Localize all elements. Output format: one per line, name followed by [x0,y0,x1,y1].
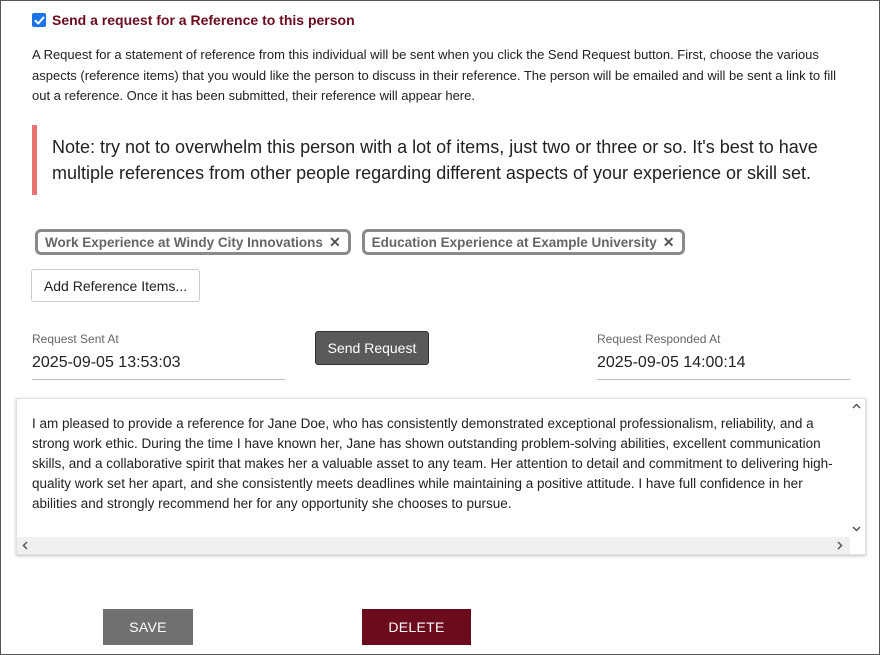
request-sent-field [32,332,285,380]
reference-item-chip [362,229,685,255]
vertical-scrollbar[interactable] [848,399,865,539]
reference-item-label: Work Experience at Windy City Innovations [45,234,323,250]
arrow-left-icon[interactable] [22,541,28,553]
arrow-right-icon[interactable] [837,541,843,553]
request-sent-value: 2025-09-05 13:53:03 [32,354,181,371]
delete-button[interactable]: DELETE [362,609,471,645]
reference-items-list [35,229,685,255]
request-responded-label: Request Responded At [597,332,721,346]
request-sent-label: Request Sent At [32,332,119,346]
intro-text: A Request for a statement of reference from this individual will be sent when you click the Send Request button. First, choose the various aspects (reference items) that you would like the person to discuss in their reference. The person will be emailed and will be sent a link to fill out a reference. Once it has been submitted, their reference will appear here. [32,47,836,103]
close-icon[interactable]: ✕ [662,234,675,250]
request-checkbox-label[interactable]: Send a request for a Reference to this person [52,12,355,28]
checkmark-icon [34,15,45,26]
send-request-button[interactable]: Send Request [315,331,429,365]
request-responded-value: 2025-09-05 14:00:14 [597,354,746,371]
arrow-up-icon[interactable] [852,402,861,412]
request-checkbox[interactable] [32,13,46,27]
reference-text: I am pleased to provide a reference for Jane Doe, who has consistently demonstrated exceptional professionalism, reliability, and a strong work ethic. During the time I have known her, Jane has shown outstanding problem-solving abilities, excellent communication skills, and a collaborative spirit that makes her a valuable asset to any team. Her attention to detail and commitment to delivering high-quality work set her apart, and she consistently meets deadlines while maintaining a positive attitude. I have full confidence in her abilities and strongly recommend her for any opportunity she chooses to pursue. [32,416,833,511]
note-text: Note: try not to overwhelm this person with a lot of items, just two or three or so. It's best to have multiple references from other people regarding different aspects of your experience or skill set. [52,137,818,183]
arrow-down-icon[interactable] [852,525,861,535]
add-reference-items-button[interactable]: Add Reference Items... [31,269,200,302]
request-responded-field [597,332,850,380]
reference-item-chip [35,229,351,255]
note-callout [32,125,822,195]
save-button[interactable]: SAVE [103,609,193,645]
reference-item-label: Education Experience at Example University [371,234,657,250]
horizontal-scrollbar[interactable] [17,537,850,554]
request-checkbox-row [32,12,355,28]
close-icon[interactable]: ✕ [328,234,341,250]
reference-text-area[interactable] [16,398,866,555]
